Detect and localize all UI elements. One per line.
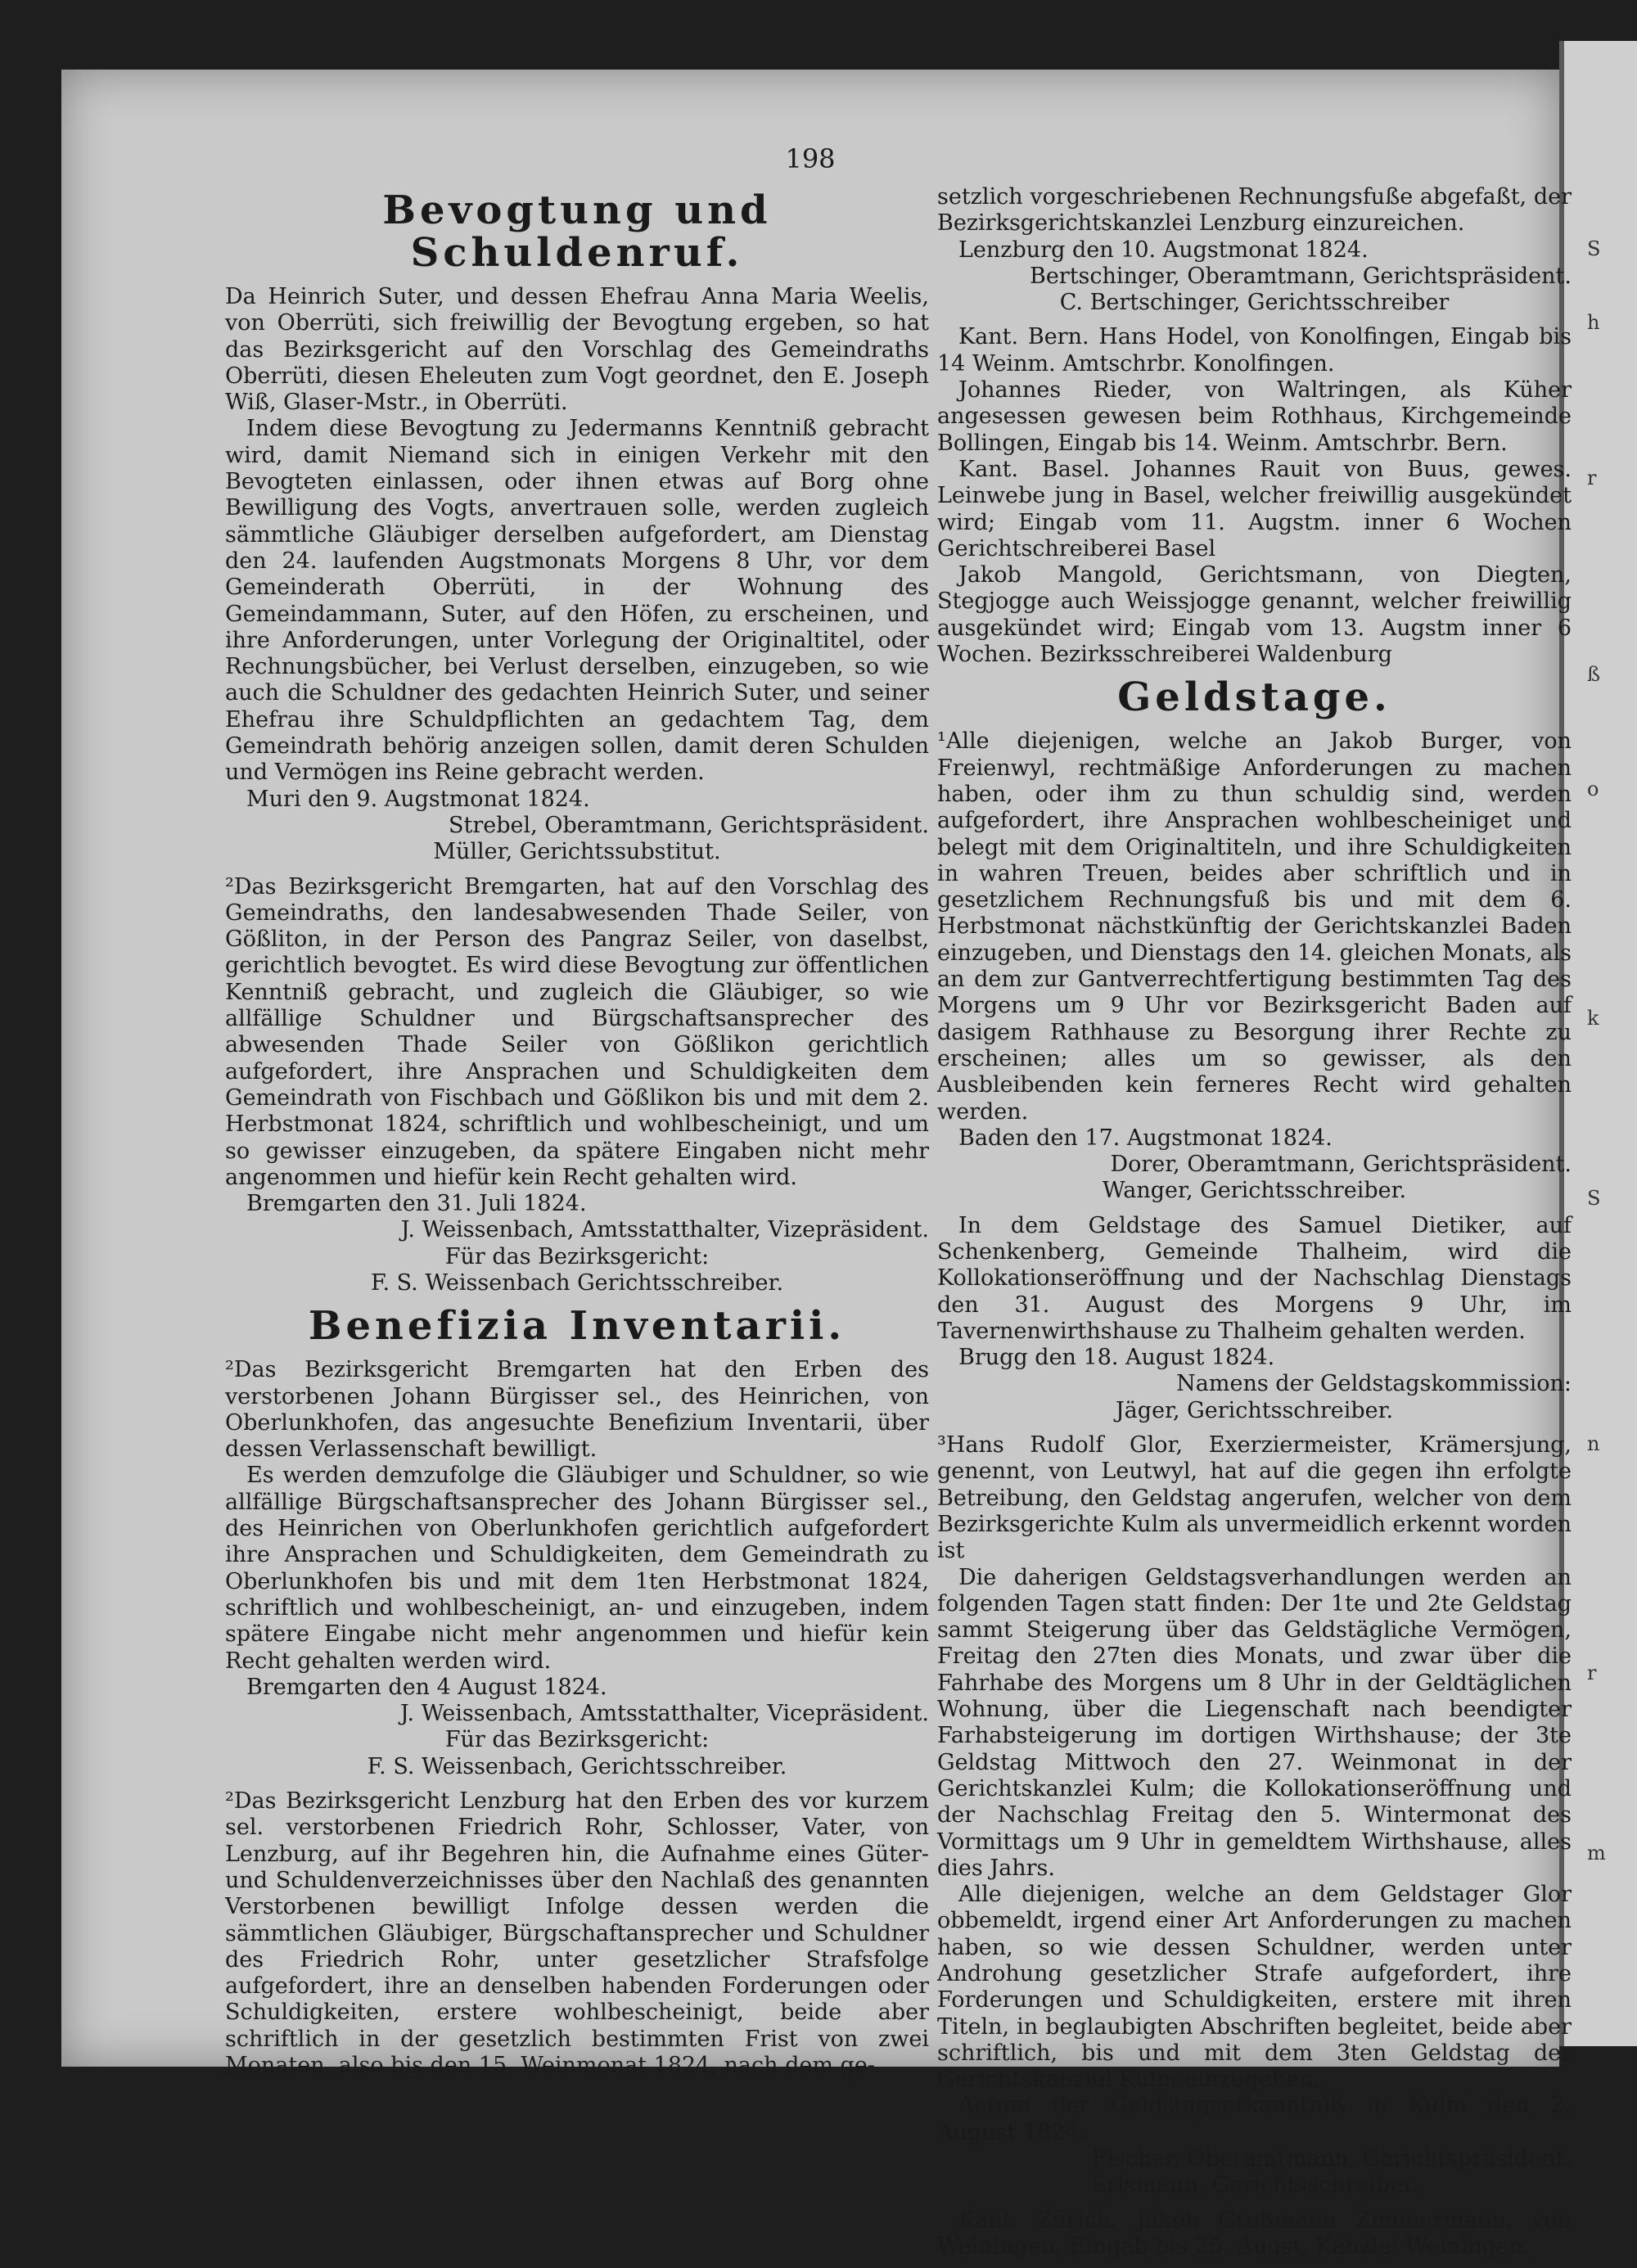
section-heading-bevogtung: Bevogtung und Schuldenruf.: [382, 187, 772, 276]
notice-paragraph: ³Hans Rudolf Glor, Exerziermeister, Krämersjung, genennt, von Leutwyl, hat auf die gegen ihn erfolgte Betreibung, den Geldstag angerufen, welcher von dem Bezirksgerichte Kulm als unvermeidlich erkennt worden ist: [937, 1432, 1572, 1564]
notice-date: Lenzburg den 10. Augstmonat 1824.: [958, 237, 1369, 263]
notice-paragraph: ²Das Bezirksgericht Lenzburg hat den Erben des vor kurzem sel. verstorbenen Friedrich Rohr, Schlosser, Vater, von Lenzburg, auf ihr Begehren hin, die Aufnahme eines Güter- und Schuldenverzeichnisses über den Nachlaß des genannten Verstorbenen bewilligt Infolge dessen werden die sämmtlichen Gläubiger, Bürgschaftansprecher und Schuldner des Friedrich Rohr, unter gesetzlicher Strafsfolge aufgefordert, ihre an denselben habenden Forderungen oder Schuldigkeiten, erstere wohlbescheinigt, beide aber schriftlich in der gesetzlich bestimmten Frist von zwei Monaten, also bis den 15. Weinmonat 1824, nach dem ge-: [225, 1788, 929, 2078]
list-entry: Kant. Basel. Johannes Rauit von Buus, gewes. Leinwebe jung in Basel, welcher freiwillig ausgekündet wird; Eingab vom 11. Augstm. inner 6 Wochen Gerichtschreiberei Basel: [937, 456, 1572, 561]
notice-signature: Jäger, Gerichtsschreiber.: [1115, 1397, 1394, 1423]
fragment: k: [1587, 1007, 1599, 1030]
notice-list: [937, 324, 1572, 668]
notice-suter: [225, 284, 929, 866]
notice-signature: Fischer, Oberamtmann, Gerichtspräsident.: [1091, 2146, 1572, 2172]
notice-date: Baden den 17. Augstmonat 1824.: [958, 1125, 1333, 1151]
notice-paragraph: ²Das Bezirksgericht Bremgarten hat den Erben des verstorbenen Johann Bürgisser sel., des Heinrichen, von Oberlunkhofen, das angesuchte Benefizium Inventarii, über dessen Verlassenschaft bewilligt.: [225, 1357, 929, 1463]
fragment: S: [1587, 1187, 1601, 1210]
newspaper-page: [61, 70, 1572, 2259]
notice-date: Bremgarten den 31. Juli 1824.: [246, 1191, 587, 1217]
section-heading-geldstage: Geldstage.: [1117, 674, 1391, 721]
list-entry: Kant. Bern. Hans Hodel, von Konolfingen, Eingab bis 14 Weinm. Amtschrbr. Konolfingen.: [937, 324, 1572, 376]
notice-burger: [937, 728, 1572, 1204]
page-number: 198: [785, 143, 836, 174]
notice-date: Muri den 9. Augstmonat 1824.: [246, 786, 590, 812]
notice-date: Brugg den 18. August 1824.: [958, 1345, 1275, 1371]
fragment: n: [1587, 1432, 1600, 1455]
notice-date: Actum der Geldstagserkanntniß in Kulm den 2. August 1824.: [937, 2093, 1572, 2145]
notice-signature: F. S. Weissenbach, Gerichtsschreiber.: [367, 1753, 787, 1779]
notice-zuerich: [937, 2207, 1572, 2261]
notice-paragraph: ¹Alle diejenigen, welche an Jakob Burger, von Freienwyl, rechtmäßige Anforderungen zu machen haben, oder ihm zu thun schuldig sind, werden aufgefordert, ihre Ansprachen wohlbescheiniget und belegt mit dem Originaltiteln, und ihre Schuldigkeiten in wahren Treuen, beides aber schriftlich und in gesetzlichem Rechnungsfuß bis und mit dem 6. Herbstmonat nächstkünftig der Gerichtskanzlei Baden einzugeben, und Dienstags den 14. gleichen Monats, als an dem zur Gantverrechtfertigung bestimmten Tag des Morgens um 9 Uhr vor Bezirksgericht Baden auf dasigem Rathhause zu Besorgung ihrer Rechte zu erscheinen; alles um so gewisser, als den Ausbleibenden kein ferneres Recht wird gehalten werden.: [937, 728, 1572, 1125]
notice-signature: Für das Bezirksgericht:: [444, 1727, 710, 1753]
notice-paragraph: In dem Geldstage des Samuel Dietiker, auf Schenkenberg, Gemeinde Thalheim, wird die Kollokationseröffnung und der Nachschlag Dienstags den 31. August des Morgens 9 Uhr, im Tavernenwirthshause zu Thalheim gehalten werden.: [937, 1212, 1572, 1344]
notice-signature: F. S. Weissenbach Gerichtsschreiber.: [370, 1269, 784, 1296]
list-entry: Kant. Zürich. Jakob Großmann Zimmermann, von Weiningen, Eingab bis 25. Augst, Kanzlei Weiningen.: [937, 2207, 1572, 2259]
fragment: h: [1587, 311, 1600, 334]
notice-paragraph: Indem diese Bevogtung zu Jedermanns Kenntniß gebracht wird, damit Niemand sich in einigen Verkehr mit den Bevogteten einlassen, oder ihnen etwas auf Borg ohne Bewilligung des Vogts, anvertrauen solle, werden zugleich sämmtliche Gläubiger derselben aufgefordert, am Dienstag den 24. laufenden Augstmonats Morgens 8 Uhr, vor dem Gemeinderath Oberrüti, in der Wohnung des Gemeindammann, Suter, auf den Höfen, zu erscheinen, und ihre Anforderungen, unter Vorlegung der Originaltitel, oder Rechnungsbücher, bei Verlust derselben, einzugeben, so wie auch die Schuldner des gedachten Heinrich Suter, und seiner Ehefrau ihre Schuldpflichten an gedachtem Tag, dem Gemeindrath behörig anzeigen sollen, damit deren Schulden und Vermögen ins Reine gebracht werden.: [225, 416, 929, 786]
notice-signature: J. Weissenbach, Amtsstatthalter, Vizepräsident.: [400, 1217, 929, 1243]
notice-signature: Strebel, Oberamtmann, Gerichtspräsident.: [449, 812, 929, 838]
fragment: r: [1587, 1662, 1597, 1684]
fragment: m: [1587, 1842, 1606, 1864]
notice-signature: Wanger, Gerichtsschreiber.: [1102, 1178, 1407, 1204]
notice-signature: J. Weissenbach, Amtsstatthalter, Vicepräsident.: [399, 1701, 929, 1727]
notice-signature: Namens der Geldstagskommission:: [1176, 1371, 1572, 1397]
notice-signature: Für das Bezirksgericht:: [444, 1243, 710, 1269]
notice-paragraph: Die daherigen Geldstagsverhandlungen werden an folgenden Tagen statt finden: Der 1te und 2te Geldstag sammt Steigerung über das Geldstägliche Vermögen, Freitag den 27ten dies Monats, und zwar über die Fahrhabe des Morgens um 8 Uhr in der Geldtäglichen Wohnung, über die Liegenschaft nach beendigter Farhabsteigerung im dortigen Wirthshause; der 3te Geldstag Mittwoch den 27. Weinmonat in der Gerichtskanzlei Kulm; die Kollokationseröffnung und der Nachschlag Freitag den 5. Wintermonat des Vormittags um 9 Uhr in gemeldtem Wirthshause, alles dies Jahrs.: [937, 1564, 1572, 1881]
notice-glor: [937, 1432, 1572, 2199]
notice-seiler: [225, 874, 929, 1297]
notice-signature: C. Bertschinger, Gerichtsschreiber: [1059, 290, 1450, 316]
list-entry: Johannes Rieder, von Waltringen, als Küher angesessen gewesen beim Rothhaus, Kirchgemeinde Bollingen, Eingab bis 14. Weinm. Amtschrbr. Bern.: [937, 377, 1572, 456]
fragment: o: [1587, 778, 1599, 800]
notice-paragraph: Alle diejenigen, welche an dem Geldstager Glor obbemeldt, irgend einer Art Anforderungen zu machen haben, so wie dessen Schuldner, werden unter Androhung gesetzlicher Strafe aufgefordert, ihre Forderungen und Schuldigkeiten, erstere mit ihren Titeln, in beglaubigten Abschriften begleitet, beide aber schriftlich, bis und mit dem 3ten Geldstag der Gerichtskanzlei Kulm einzugeben.: [937, 1882, 1572, 2093]
list-entry: Jakob Mangold, Gerichtsmann, von Diegten, Stegjogge auch Weissjogge genannt, welcher freiwillig ausgekündet wird; Eingab vom 13. Augstm inner 6 Wochen. Bezirksschreiberei Waldenburg: [937, 562, 1572, 668]
notice-signature: Müller, Gerichtssubstitut.: [433, 839, 721, 865]
notice-paragraph: ²Das Bezirksgericht Bremgarten, hat auf den Vorschlag des Gemeindraths, den landesabwesenden Thade Seiler, von Gößliton, in der Person des Pangraz Seiler, von daselbst, gerichtlich bevogtet. Es wird diese Bevogtung zur öffentlichen Kenntniß gebracht, und zugleich die Gläubiger, so wie allfällige Schuldner und Bürgschaftsansprecher des abwesenden Thade Seiler von Gößlikon gerichtlich aufgefordert, ihre Ansprachen und Schuldigkeiten dem Gemeindrath von Fischbach und Gößlikon bis und mit dem 2. Herbstmonat 1824, schriftlich und wohlbescheinigt, und um so gewisser einzugeben, da spätere Eingaben nicht mehr angenommen und hiefür kein Recht gehalten wird.: [225, 873, 929, 1190]
section-heading-benefizia: Benefizia Inventarii.: [308, 1303, 846, 1350]
notice-signature: Bertschinger, Oberamtmann, Gerichtspräsident.: [1029, 263, 1572, 289]
notice-rohr: [225, 1788, 929, 2079]
notice-paragraph: Da Heinrich Suter, und dessen Ehefrau Anna Maria Weelis, von Oberrüti, sich freiwillig der Bevogtung ergeben, so hat das Bezirksgericht auf den Vorschlag des Gemeindraths Oberrüti, diesen Eheleuten zum Vogt geordnet, den E. Joseph Wiß, Glaser-Mstr., in Oberrüti.: [225, 284, 929, 416]
fragment: ß: [1587, 663, 1601, 686]
fragment: r: [1587, 467, 1597, 489]
notice-paragraph: Es werden demzufolge die Gläubiger und Schuldner, so wie allfällige Bürgschaftsansprecher des Johann Bürgisser sel., des Heinrichen von Oberlunkhofen gerichtlich aufgefordert ihre Ansprachen und Schuldigkeiten, dem Gemeindrath zu Oberlunkhofen bis und mit dem 1ten Herbstmonat 1824, schriftlich und wohlbescheinigt, an- und einzugeben, indem spätere Eingabe nicht mehr angenommen und hiefür kein Recht gehalten werden wird.: [225, 1463, 929, 1674]
notice-rohr-continued: [937, 184, 1572, 316]
notice-paragraph: setzlich vorgeschriebenen Rechnungsfuße abgefaßt, der Bezirksgerichtskanzlei Lenzburg einzureichen.: [937, 184, 1572, 237]
right-column: [937, 184, 1572, 2268]
notice-dietiker: [937, 1213, 1572, 1424]
left-column: [225, 184, 929, 2087]
notice-buergisser: [225, 1357, 929, 1780]
fragment: S: [1587, 237, 1601, 260]
notice-signature: Dorer, Oberamtmann, Gerichtspräsident.: [1110, 1152, 1572, 1178]
notice-signature: Erismann, Gerichtsschreiber.: [1090, 2172, 1418, 2198]
notice-date: Bremgarten den 4 August 1824.: [246, 1674, 607, 1700]
